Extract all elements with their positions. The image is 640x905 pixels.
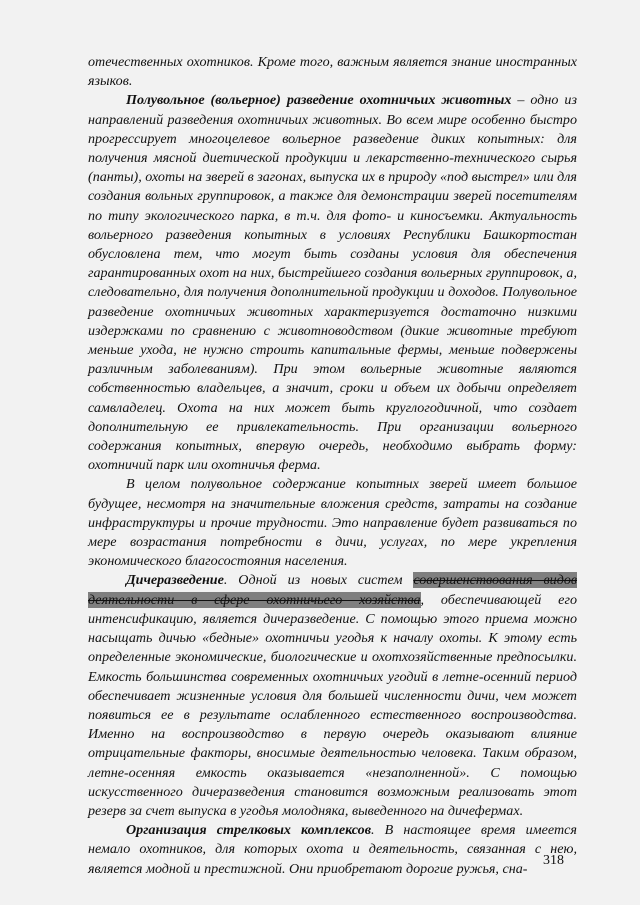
section-heading-game-breeding: Дичеразведение xyxy=(126,572,224,589)
body-text xyxy=(88,53,577,879)
paragraph-continuation: отечественных охотников. Кроме того, важным является знание иностранных языков. xyxy=(88,54,577,90)
paragraph-body: , обеспечивающей его интенсификацию, является дичеразведение. С помощью этого приема можно насыщать дичью «бедные» охотничьи угодья к началу охоты. К этому есть определенные экономические, биологические и охотхозяйственные предпосылки. Емкость большинства современных охотничьих угодий в летне-осенний период обеспечивает жизненные условия для большей численности дичи, чем может появиться ее в результате ослабленного естественного воспроизводства. Именно на воспроизводство в первую очередь оказывают влияние отрицательные факторы, вносимые деятельностью человека. Таким образом, летне-осенняя емкость оказывается «незаполненной». С помощью искусственного дичеразведения становится возможным реализовать этот резерв за счет выпуска в угодья молодняка, выведенного на дичефермах. xyxy=(88,591,577,819)
paragraph-game-breeding xyxy=(88,571,577,821)
paragraph-body: . Одной из новых систем xyxy=(223,572,414,589)
page-number: 318 xyxy=(543,853,564,868)
highlighted-text: совершенствования видов деятельности в сфере охотничьего хозяйства xyxy=(88,572,578,608)
section-heading-shooting-complexes: Организация стрелковых комплексов xyxy=(126,822,371,839)
section-heading-enclosure-breeding: Полувольное (вольерное) разведение охотничьих животных xyxy=(126,92,512,109)
paragraph-shooting-complexes xyxy=(88,821,577,879)
paragraph-body: – одно из направлений разведения охотничьих животных. Во всем мире особенно быстро прогрессирует многоцелевое вольерное разведение диких копытных: для получения мясной диетической продукции и лекарственно-технического сырья (панты), охоты на зверей в загонах, выпуска их в природу «под выстрел» или для создания вольных группировок, а также для демонстрации зверей посетителям по типу экологического парка, в т.ч. для фото- и киносъемки. Актуальность вольерного разведения копытных в условиях Республики Башкортостан обусловлена тем, что могут быть созданы условия для обеспечения гарантированных охот на них, быстрейшего создания вольерных группировок, а, следовательно, для получения дополнительной продукции и доходов. Полувольное разведение охотничьих животных характеризуется достаточно низкими издержками по сравнению с животноводством (дикие животные требуют меньше ухода, не нужно строить капитальные фермы, меньше подвержены различным заболеваниям). При этом вольерные животные являются собственностью владельцев, а значит, сроки и объем их добычи определяет самвладелец. Охота на них может быть круглогодичной, что создает дополнительную ее привлекательность. При организации вольерного содержания копытных, впервую очередь, необходимо выбрать форму: охотничий парк или охотничья ферма. xyxy=(88,92,577,474)
paragraph-body: . В настоящее время имеется немало охотников, для которых охота и деятельность, связанная с нею, является модной и престижной. Они приобретают дорогие ружья, сна- xyxy=(88,822,577,877)
paragraph-semi-free-keeping: В целом полувольное содержание копытных зверей имеет большое будущее, несмотря на значительные вложения средств, затраты на создание инфраструктуры и прочие трудности. Это направление будет развиваться по мере возрастания потребности в дичи, услугах, по мере укрепления экономического благосостояния населения. xyxy=(88,476,577,570)
paragraph-enclosure-breeding xyxy=(88,91,577,475)
